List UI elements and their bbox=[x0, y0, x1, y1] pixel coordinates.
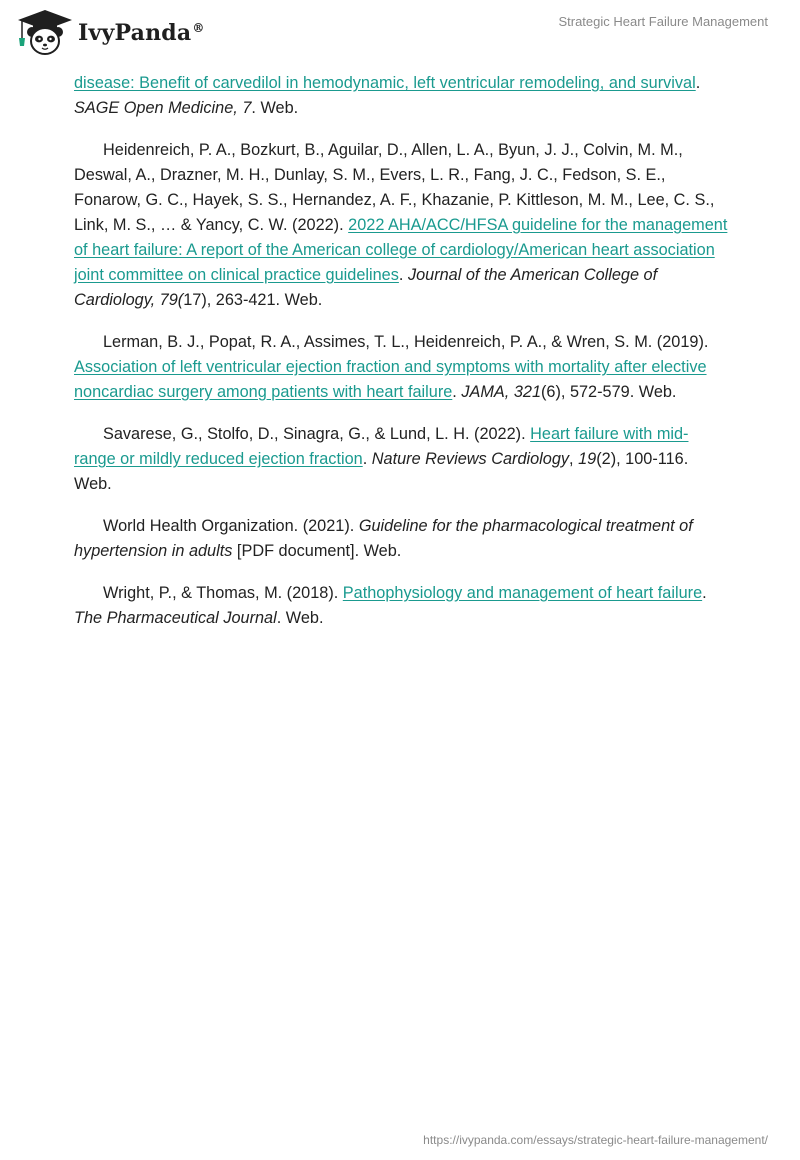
reference-link[interactable]: Association of left ventricular ejection fraction and symptoms with mortality after elective noncardiac surgery among patients with heart failure bbox=[74, 358, 707, 401]
running-title: Strategic Heart Failure Management bbox=[558, 14, 768, 29]
journal-title: JAMA, 321 bbox=[461, 383, 541, 401]
journal-title: The Pharmaceutical Journal bbox=[74, 609, 277, 627]
reference-authors: World Health Organization. (2021). bbox=[103, 517, 359, 535]
punctuation: . bbox=[362, 450, 372, 468]
reference-tail: 17), 263-421. Web. bbox=[183, 291, 323, 309]
reference-link[interactable]: disease: Benefit of carvedilol in hemodynamic, left ventricular remodeling, and survival bbox=[74, 74, 696, 92]
reference-tail: [PDF document]. Web. bbox=[232, 542, 402, 560]
reference-entry-continued bbox=[74, 71, 728, 121]
reference-entry-savarese bbox=[74, 422, 728, 497]
reference-tail: (6), 572-579. Web. bbox=[541, 383, 677, 401]
punctuation: . bbox=[695, 74, 701, 92]
journal-title: SAGE Open Medicine, 7 bbox=[74, 99, 252, 117]
reference-authors: Savarese, G., Stolfo, D., Sinagra, G., & Lund, L. H. (2022). bbox=[103, 425, 531, 443]
reference-link[interactable]: 2022 AHA/ACC/HFSA guideline for the management of heart failure: A report of the American college of cardiology/American heart association joint committee on clinical practice guidelines bbox=[74, 216, 728, 284]
reference-entry-lerman bbox=[74, 330, 728, 405]
document-title: Guideline for the pharmacological treatment of hypertension in adults bbox=[74, 517, 693, 560]
reference-tail: . Web. bbox=[251, 99, 299, 117]
reference-entry-heidenreich bbox=[74, 138, 728, 313]
reference-entry-who bbox=[74, 514, 728, 564]
journal-title: Nature Reviews Cardiology bbox=[371, 450, 570, 468]
punctuation: . bbox=[452, 383, 462, 401]
journal-title: Journal of the American College of Cardiology, 79( bbox=[74, 266, 658, 309]
reference-tail: (2), 100-116. Web. bbox=[74, 450, 689, 493]
page-header bbox=[0, 0, 800, 64]
reference-tail: . Web. bbox=[276, 609, 324, 627]
panda-graduate-icon bbox=[14, 8, 76, 56]
reference-link[interactable]: Pathophysiology and management of heart failure bbox=[342, 584, 703, 602]
reference-list bbox=[74, 71, 728, 648]
journal-volume: 19 bbox=[578, 450, 597, 468]
brand-logo[interactable] bbox=[14, 8, 205, 56]
reference-link[interactable]: Heart failure with mid-range or mildly reduced ejection fraction bbox=[74, 425, 689, 468]
registered-mark: ® bbox=[192, 20, 205, 35]
punctuation: , bbox=[569, 450, 579, 468]
source-url[interactable]: https://ivypanda.com/essays/strategic-heart-failure-management/ bbox=[423, 1133, 768, 1147]
reference-authors: Lerman, B. J., Popat, R. A., Assimes, T. L., Heidenreich, P. A., & Wren, S. M. (2019). bbox=[103, 333, 709, 351]
punctuation: . bbox=[398, 266, 408, 284]
brand-name: IvyPanda® bbox=[78, 20, 205, 46]
reference-authors: Wright, P., & Thomas, M. (2018). bbox=[103, 584, 343, 602]
reference-authors: Heidenreich, P. A., Bozkurt, B., Aguilar, D., Allen, L. A., Byun, J. J., Colvin, M. M., Deswal, A., Drazner, M. H., Dunlay, S. M., Evers, L. R., Fang, J. C., Fedson, S. E., Fonarow, G. C., Hayek, S. S., Hernandez, A. F., Khazanie, P. Kittleson, M. M., Lee, C. S., Link, M. S., … & Yancy, C. W. (2022). bbox=[74, 141, 715, 234]
reference-entry-wright bbox=[74, 581, 728, 631]
punctuation: . bbox=[702, 584, 707, 602]
